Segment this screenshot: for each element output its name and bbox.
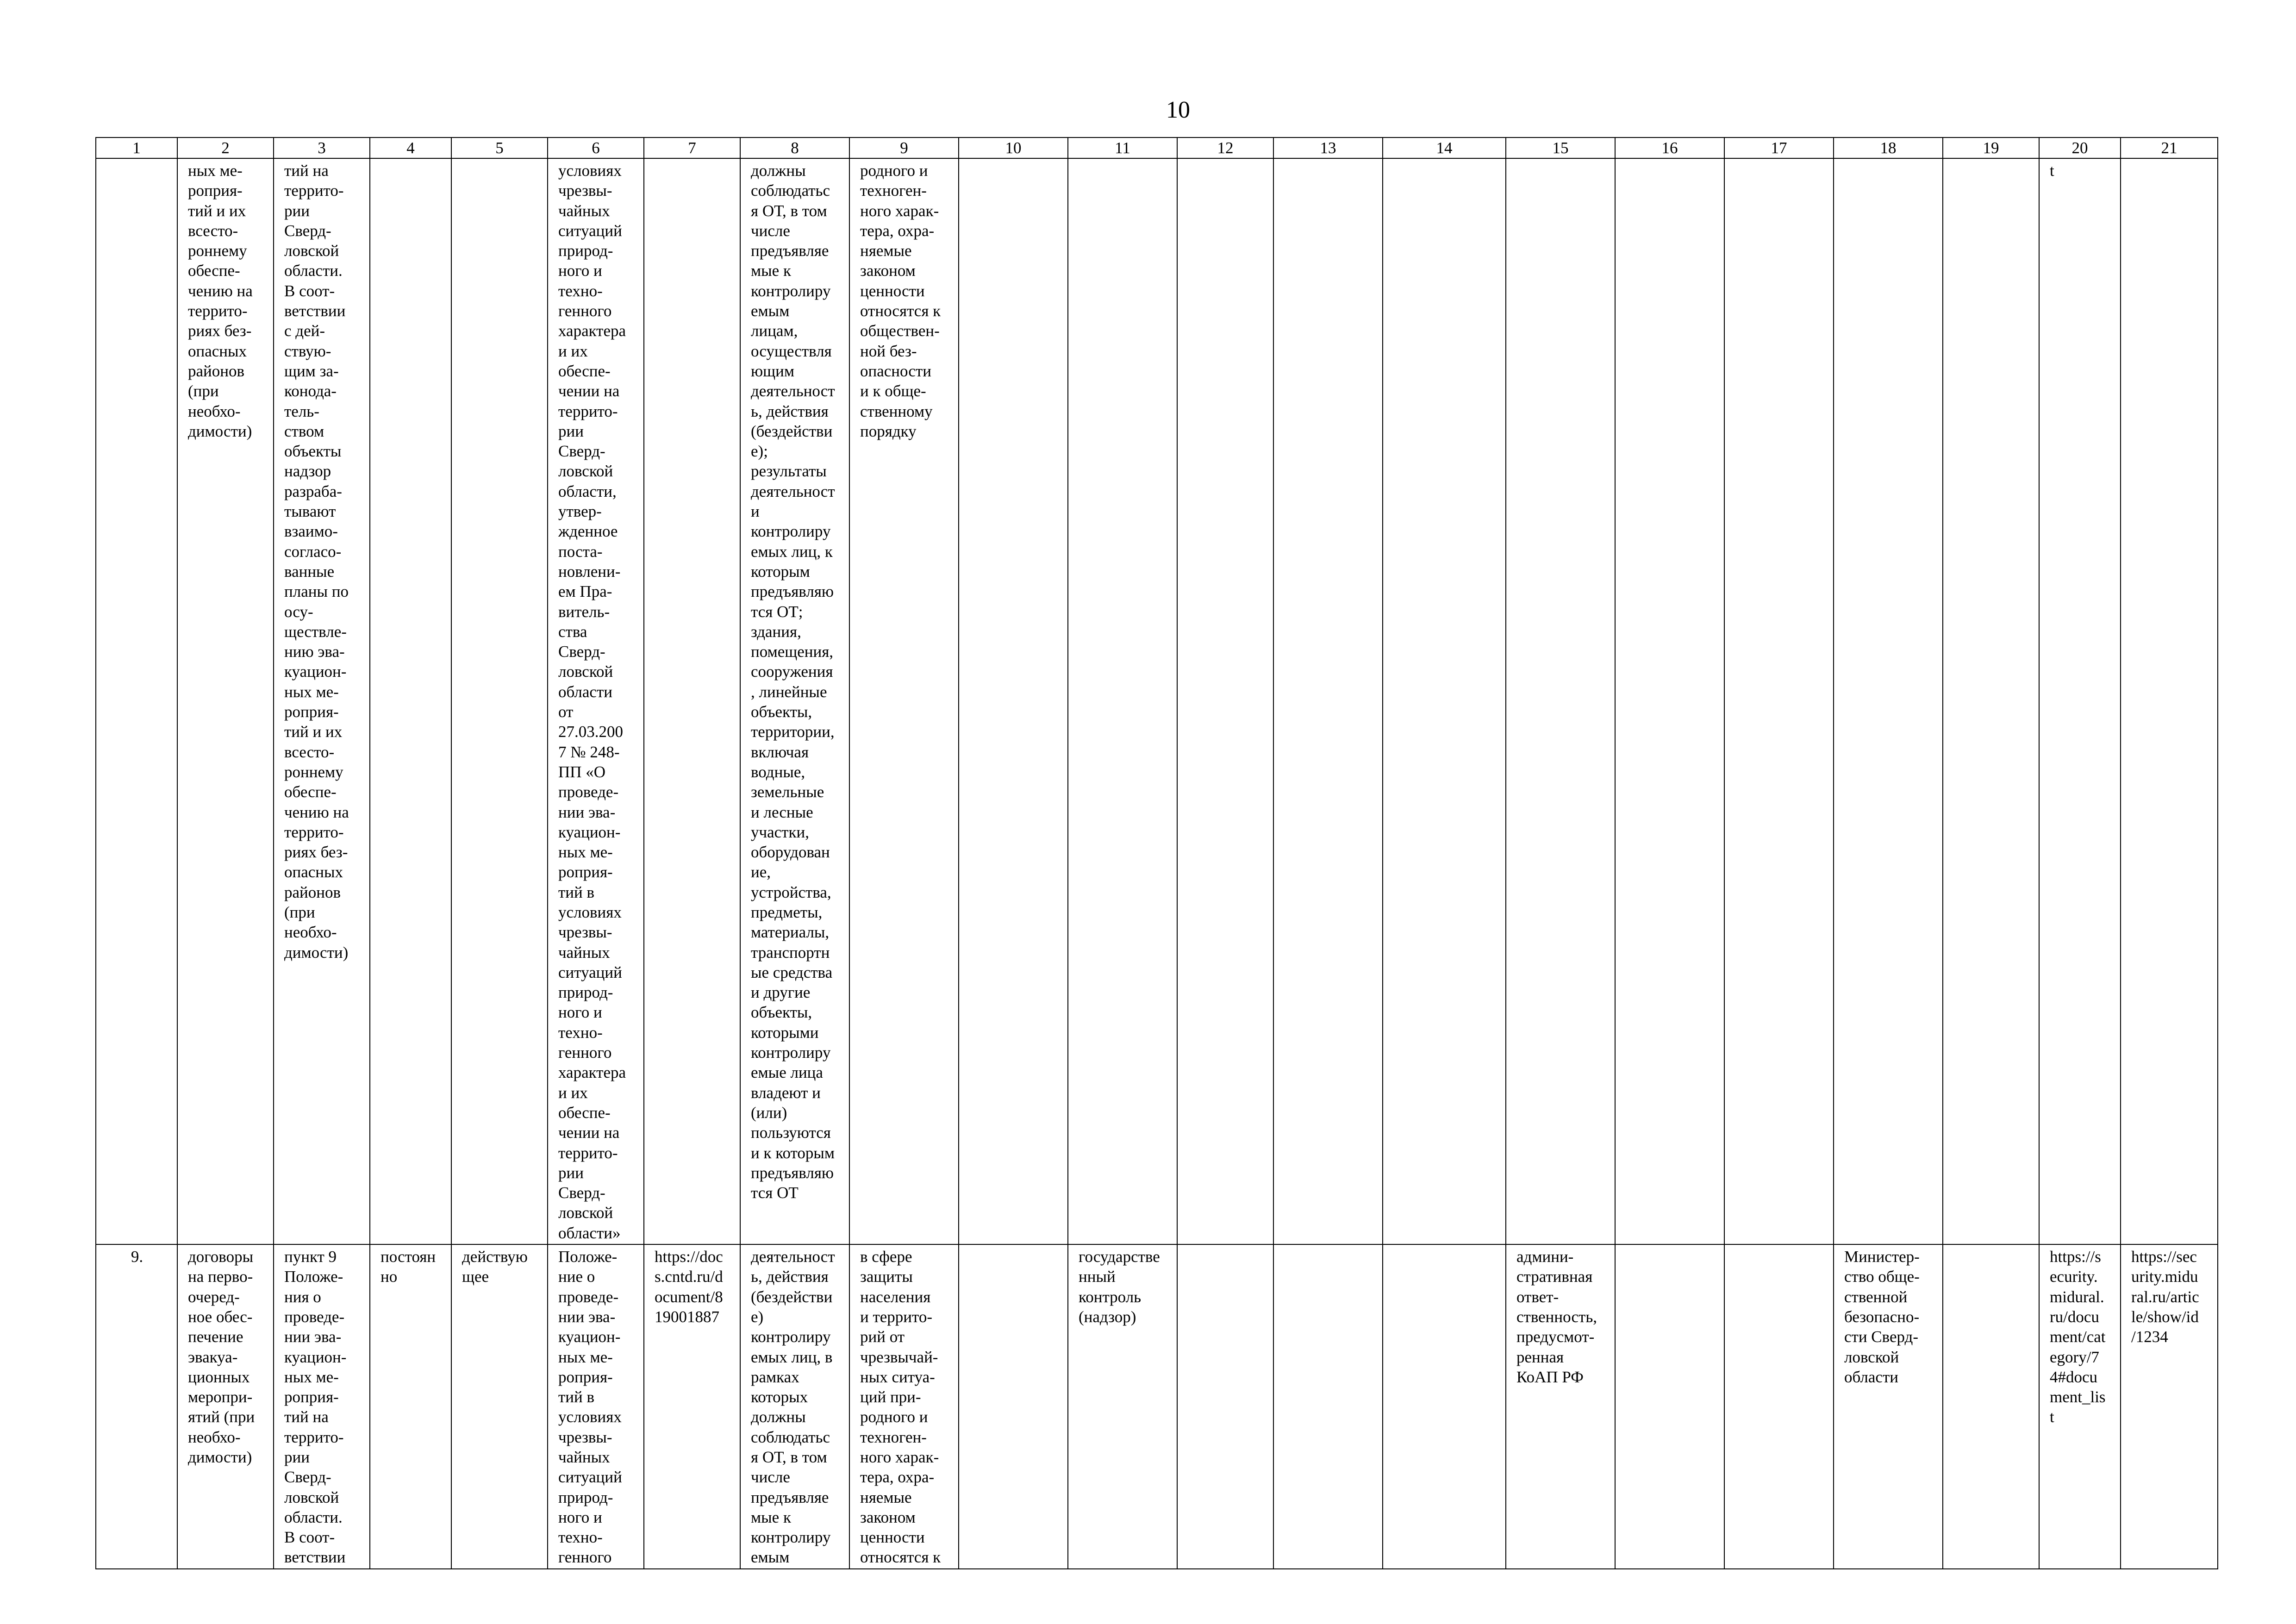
column-number: 2	[177, 137, 274, 158]
column-number: 14	[1383, 137, 1506, 158]
table-cell	[1068, 158, 1177, 1244]
column-number: 18	[1834, 137, 1943, 158]
table-cell	[1506, 158, 1615, 1244]
column-number: 3	[274, 137, 370, 158]
column-number-row	[96, 137, 2218, 158]
table-cell: действую щее	[451, 1244, 548, 1569]
table-row	[96, 1244, 2218, 1569]
table-cell	[1383, 158, 1506, 1244]
table-cell: родного и техноген- ного харак- тера, охра- няемые законом ценности относятся к обществен- ной без- опасности и к обще- ственному порядку	[849, 158, 959, 1244]
column-number: 5	[451, 137, 548, 158]
table-cell: ных ме- роприя- тий и их всесто- роннему обеспе- чению на террито- риях без- опасных районов (при необхо- димости)	[177, 158, 274, 1244]
table-row	[96, 158, 2218, 1244]
table-cell	[451, 158, 548, 1244]
column-number: 15	[1506, 137, 1615, 158]
link-cell[interactable]: https://sec urity.midu ral.ru/artic le/show/id /1234	[2121, 1244, 2218, 1569]
column-number: 17	[1724, 137, 1834, 158]
table-cell	[1383, 1244, 1506, 1569]
table-cell: должны соблюдатьс я ОТ, в том числе предъявляе мые к контролиру емым лицам, осуществля ющим деятельност ь, действия (бездействи е); результаты деятельност и контролиру емых лиц, к которым предъявляю тся ОТ; здания, помещения, сооружения , линейные объекты, территории, включая водные, земельные и лесные участки, оборудован ие, устройства, предметы, материалы, транспортн ые средства и другие объекты, которыми контролиру емые лица владеют и (или) пользуются и к которым предъявляю тся ОТ	[740, 158, 849, 1244]
table-cell	[96, 158, 177, 1244]
table-cell	[1943, 1244, 2039, 1569]
table-cell: постоян но	[370, 1244, 451, 1569]
column-number: 21	[2121, 137, 2218, 158]
table-cell	[644, 158, 740, 1244]
table-cell: условиях чрезвы- чайных ситуаций природ- ного и техно- генного характера и их обеспе- чении на террито- рии Сверд- ловской области, утвер- жденное поста- новлени- ем Пра- витель- ства Сверд- ловской области от 27.03.200 7 № 248- ПП «О проведе- нии эва- куацион- ных ме- роприя- тий в условиях чрезвы- чайных ситуаций природ- ного и техно- генного характера и их обеспе- чении на террито- рии Сверд- ловской области»	[548, 158, 644, 1244]
table-cell: в сфере защиты населения и террито- рий от чрезвычай- ных ситуа- ций при- родного и техноген- ного харак- тера, охра- няемые законом ценности относятся к	[849, 1244, 959, 1569]
column-number: 6	[548, 137, 644, 158]
column-number: 7	[644, 137, 740, 158]
link-cell[interactable]: https://s ecurity. midural. ru/docu ment/cat egory/7 4#docu ment_lis t	[2039, 1244, 2121, 1569]
table-cell: договоры на перво- очеред- ное обес- печение эвакуа- ционных меропри- ятий (при необхо- димости)	[177, 1244, 274, 1569]
row-number-cell: 9.	[96, 1244, 177, 1569]
table-cell	[1177, 1244, 1273, 1569]
column-number: 4	[370, 137, 451, 158]
table-cell	[959, 1244, 1068, 1569]
regulation-table	[95, 137, 2218, 1569]
column-number: 16	[1615, 137, 1724, 158]
column-number: 19	[1943, 137, 2039, 158]
table-cell	[1273, 158, 1383, 1244]
table-cell	[1273, 1244, 1383, 1569]
table-cell	[1615, 158, 1724, 1244]
column-number: 20	[2039, 137, 2121, 158]
table-cell	[370, 158, 451, 1244]
column-number: 9	[849, 137, 959, 158]
column-number: 1	[96, 137, 177, 158]
table-cell: админи- стративная ответ- ственность, предусмот- ренная КоАП РФ	[1506, 1244, 1615, 1569]
table-cell: пункт 9 Положе- ния о проведе- нии эва- куацион- ных ме- роприя- тий на террито- рии Сверд- ловской области. В соот- ветствии	[274, 1244, 370, 1569]
table-cell	[1177, 158, 1273, 1244]
table-cell: деятельност ь, действия (бездействи е) контролиру емых лиц, в рамках которых должны соблюдатьс я ОТ, в том числе предъявляе мые к контролиру емым	[740, 1244, 849, 1569]
table-cell: государстве нный контроль (надзор)	[1068, 1244, 1177, 1569]
table-cell	[2121, 158, 2218, 1244]
table-cell: t	[2039, 158, 2121, 1244]
table-cell	[1615, 1244, 1724, 1569]
column-number: 13	[1273, 137, 1383, 158]
column-number: 12	[1177, 137, 1273, 158]
table-cell	[1724, 158, 1834, 1244]
table-cell: Министер- ство обще- ственной безопасно- сти Сверд- ловской области	[1834, 1244, 1943, 1569]
table-cell	[1724, 1244, 1834, 1569]
page-number: 10	[1166, 97, 1190, 123]
table-cell	[1834, 158, 1943, 1244]
table-cell: Положе- ние о проведе- нии эва- куацион- ных ме- роприя- тий в условиях чрезвы- чайных ситуаций природ- ного и техно- генного	[548, 1244, 644, 1569]
column-number: 11	[1068, 137, 1177, 158]
link-cell[interactable]: https://doc s.cntd.ru/d ocument/8 19001887	[644, 1244, 740, 1569]
column-number: 8	[740, 137, 849, 158]
table-cell	[959, 158, 1068, 1244]
table-cell	[1943, 158, 2039, 1244]
table-cell: тий на террито- рии Сверд- ловской области. В соот- ветствии с дей- ствую- щим за- конода- тель- ством объекты надзор разраба- тывают взаимо- согласо- ванные планы по осу- ществле- нию эва- куацион- ных ме- роприя- тий и их всесто- роннему обеспе- чению на террито- риях без- опасных районов (при необхо- димости)	[274, 158, 370, 1244]
column-number: 10	[959, 137, 1068, 158]
